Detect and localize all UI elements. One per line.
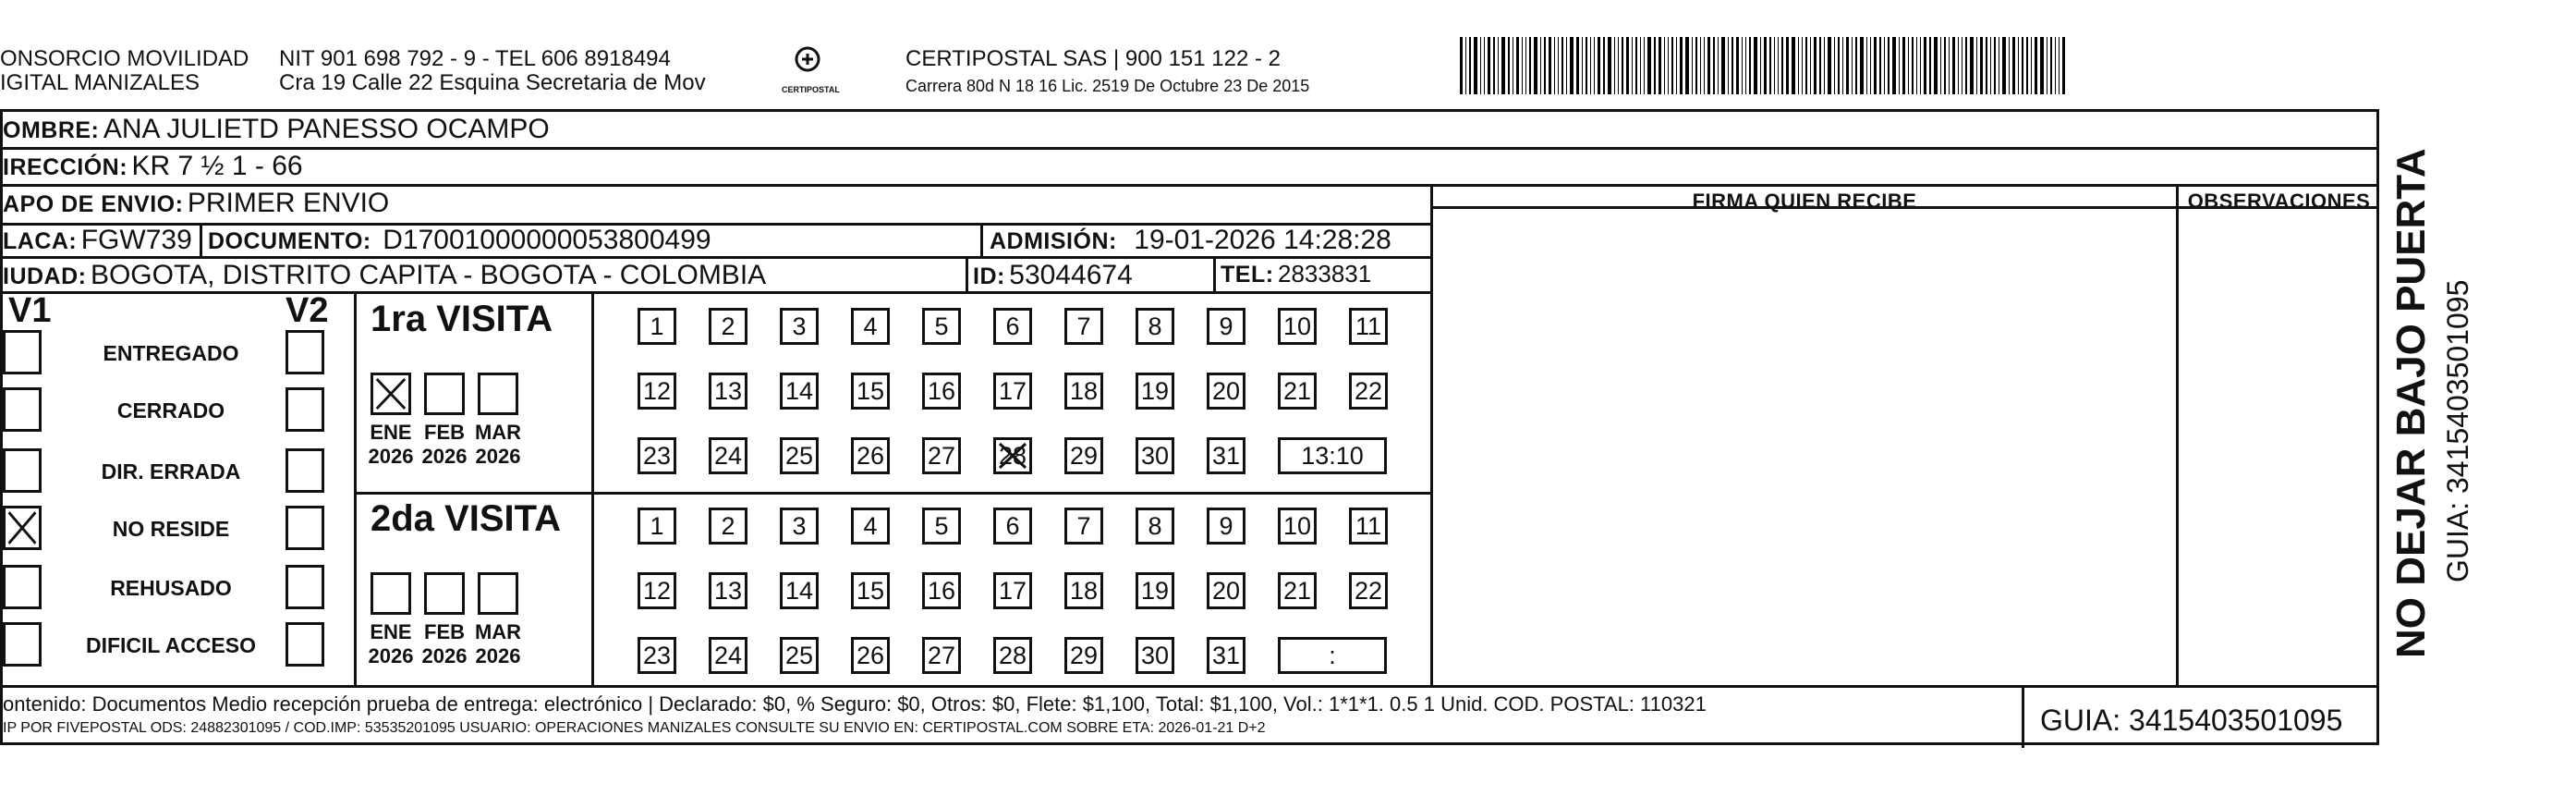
documento-value: D17001000000053800499 xyxy=(383,225,711,255)
id-field xyxy=(973,260,1133,291)
side-guia-text: GUIA: 3415403501095 xyxy=(2441,279,2474,582)
day-box-3[interactable]: 3 xyxy=(780,308,819,345)
month-checkbox-mar[interactable] xyxy=(478,373,518,415)
year-label: 2026 xyxy=(475,445,521,468)
day-box-13[interactable]: 13 xyxy=(709,572,747,609)
day-box-6[interactable]: 6 xyxy=(993,308,1032,345)
month-checkbox-mar[interactable] xyxy=(478,572,518,615)
day-box-23[interactable]: 23 xyxy=(638,437,676,474)
day-box-20[interactable]: 20 xyxy=(1207,572,1245,609)
day-box-11[interactable]: 11 xyxy=(1349,308,1388,345)
status-label: DIFICIL ACCESO xyxy=(85,633,256,657)
v2-checkbox[interactable] xyxy=(286,565,324,609)
company-name-line2: IGITAL MANIZALES xyxy=(0,70,200,95)
footer-content-line: ontenido: Documentos Medio recepción prueba de entrega: electrónico | Declarado: $0, % Seguro: $0, Otros: $0, Flete: $1,100, Total: $1,100, Vol.: 1*1*1. 0.5 1 Unid. COD. POSTAL: 110321 xyxy=(3,692,1707,716)
v1-checkbox[interactable] xyxy=(3,387,42,432)
placa-label: LACA: xyxy=(3,228,78,254)
month-year-label xyxy=(363,421,419,469)
day-box-2[interactable]: 2 xyxy=(709,308,747,345)
placa-value: FGW739 xyxy=(80,225,192,255)
day-box-18[interactable]: 18 xyxy=(1064,572,1103,609)
day-box-14[interactable]: 14 xyxy=(780,373,819,410)
month-checkbox-ene[interactable] xyxy=(371,373,411,415)
placa-field xyxy=(3,225,192,256)
courier-logo xyxy=(787,44,828,85)
status-label: ENTREGADO xyxy=(103,341,239,365)
day-box-16[interactable]: 16 xyxy=(922,373,961,410)
v1-checkbox[interactable] xyxy=(3,565,42,609)
day-box-14[interactable]: 14 xyxy=(780,572,819,609)
signature-area[interactable] xyxy=(1433,210,2176,685)
month-label: ENE xyxy=(370,620,412,643)
id-value: 53044674 xyxy=(1009,260,1133,290)
day-box-27[interactable]: 27 xyxy=(922,437,961,474)
day-box-28[interactable]: 28 xyxy=(993,437,1032,474)
ciudad-value: BOGOTA, DISTRITO CAPITA - BOGOTA - COLOMBIA xyxy=(90,260,767,290)
day-box-19[interactable]: 19 xyxy=(1136,373,1174,410)
day-box-1[interactable]: 1 xyxy=(638,308,676,345)
month-year-label xyxy=(363,620,419,668)
time-box[interactable]: : xyxy=(1278,637,1387,674)
day-box-22[interactable]: 22 xyxy=(1349,373,1388,410)
day-box-12[interactable]: 12 xyxy=(638,572,676,609)
visit1-title: 1ra VISITA xyxy=(371,299,553,339)
day-box-26[interactable]: 26 xyxy=(851,437,890,474)
tel-value: 2833831 xyxy=(1278,260,1372,288)
month-year-label xyxy=(470,421,526,469)
tipo-envio-field xyxy=(3,188,389,219)
day-box-4[interactable]: 4 xyxy=(851,308,890,345)
nombre-field xyxy=(3,114,550,145)
month-year-label xyxy=(470,620,526,668)
day-box-31[interactable]: 31 xyxy=(1207,437,1245,474)
day-box-30[interactable]: 30 xyxy=(1136,637,1174,674)
day-box-30[interactable]: 30 xyxy=(1136,437,1174,474)
day-box-9[interactable]: 9 xyxy=(1207,308,1245,345)
month-label: FEB xyxy=(424,620,465,643)
day-box-19[interactable]: 19 xyxy=(1136,572,1174,609)
visit2-title: 2da VISITA xyxy=(371,498,561,539)
documento-label: DOCUMENTO: xyxy=(208,228,371,254)
day-box-4[interactable]: 4 xyxy=(851,508,890,545)
guia-box: GUIA: 3415403501095 xyxy=(2040,704,2343,737)
day-box-2[interactable]: 2 xyxy=(709,508,747,545)
day-box-21[interactable]: 21 xyxy=(1278,373,1317,410)
courier-line: CERTIPOSTAL SAS | 900 151 122 - 2 xyxy=(905,46,1281,71)
day-box-21[interactable]: 21 xyxy=(1278,572,1317,609)
observations-area[interactable] xyxy=(2179,210,2379,685)
v1-checkbox[interactable] xyxy=(3,330,42,374)
direccion-field xyxy=(3,151,303,182)
day-box-11[interactable]: 11 xyxy=(1349,508,1388,545)
year-label: 2026 xyxy=(368,644,414,667)
day-box-16[interactable]: 16 xyxy=(922,572,961,609)
tel-field xyxy=(1221,260,1371,288)
barcode xyxy=(1460,37,2199,94)
nit-line: NIT 901 698 792 - 9 - TEL 606 8918494 xyxy=(279,46,671,71)
tel-label: TEL: xyxy=(1221,262,1274,288)
year-label: 2026 xyxy=(475,644,521,667)
status-label: DIR. ERRADA xyxy=(101,459,241,484)
nombre-label: OMBRE: xyxy=(3,117,100,143)
year-label: 2026 xyxy=(421,644,468,667)
month-year-label xyxy=(417,620,472,668)
day-box-29[interactable]: 29 xyxy=(1064,437,1103,474)
direccion-value: KR 7 ½ 1 - 66 xyxy=(131,151,303,181)
day-box-5[interactable]: 5 xyxy=(922,508,961,545)
day-box-31[interactable]: 31 xyxy=(1207,637,1245,674)
v2-checkbox[interactable] xyxy=(286,622,324,667)
v2-checkbox[interactable] xyxy=(286,387,324,432)
firma-header: FIRMA QUIEN RECIBE xyxy=(1692,190,1917,213)
day-box-3[interactable]: 3 xyxy=(780,508,819,545)
month-checkbox-feb[interactable] xyxy=(424,373,465,415)
month-year-label xyxy=(417,421,472,469)
month-label: MAR xyxy=(474,421,522,444)
v1-checkbox[interactable] xyxy=(3,448,42,493)
status-label: NO RESIDE xyxy=(112,517,230,541)
warning-text: NO DEJAR BAJO PUERTA xyxy=(2388,148,2434,658)
day-box-17[interactable]: 17 xyxy=(993,572,1032,609)
admision-value: 19-01-2026 14:28:28 xyxy=(1134,225,1391,255)
day-box-23[interactable]: 23 xyxy=(638,637,676,674)
id-label: ID: xyxy=(973,263,1005,289)
day-box-29[interactable]: 29 xyxy=(1064,637,1103,674)
day-box-7[interactable]: 7 xyxy=(1064,308,1103,345)
admision-field xyxy=(990,225,1391,256)
day-box-8[interactable]: 8 xyxy=(1136,308,1174,345)
day-box-15[interactable]: 15 xyxy=(851,373,890,410)
tipo-envio-value: PRIMER ENVIO xyxy=(187,188,390,218)
tipo-envio-label: APO DE ENVIO: xyxy=(3,191,184,217)
day-box-5[interactable]: 5 xyxy=(922,308,961,345)
day-box-28[interactable]: 28 xyxy=(993,637,1032,674)
day-box-18[interactable]: 18 xyxy=(1064,373,1103,410)
observaciones-header: OBSERVACIONES xyxy=(2187,190,2371,213)
day-box-1[interactable]: 1 xyxy=(638,508,676,545)
day-box-25[interactable]: 25 xyxy=(780,437,819,474)
day-box-10[interactable]: 10 xyxy=(1278,508,1317,545)
day-box-20[interactable]: 20 xyxy=(1207,373,1245,410)
ciudad-field xyxy=(3,260,766,291)
month-label: ENE xyxy=(370,421,412,444)
day-box-26[interactable]: 26 xyxy=(851,637,890,674)
day-box-25[interactable]: 25 xyxy=(780,637,819,674)
month-checkbox-ene[interactable] xyxy=(371,572,411,615)
day-box-12[interactable]: 12 xyxy=(638,373,676,410)
day-box-17[interactable]: 17 xyxy=(993,373,1032,410)
time-box[interactable]: 13:10 xyxy=(1278,437,1387,474)
day-box-27[interactable]: 27 xyxy=(922,637,961,674)
v1-header: V1 xyxy=(8,291,52,330)
v1-checkbox[interactable] xyxy=(3,622,42,667)
footer-print-line: IP POR FIVEPOSTAL ODS: 24882301095 / COD.IMP: 53535201095 USUARIO: OPERACIONES MANIZALES CONSULTE SU ENVIO EN: CERTIPOSTAL.COM SOBRE ETA: 2026-01-21 D+2 xyxy=(3,720,1266,736)
status-label: REHUSADO xyxy=(110,576,232,600)
year-label: 2026 xyxy=(368,445,414,468)
courier-license-line: Carrera 80d N 18 16 Lic. 2519 De Octubre 23 De 2015 xyxy=(905,77,1310,95)
day-box-13[interactable]: 13 xyxy=(709,373,747,410)
day-box-6[interactable]: 6 xyxy=(993,508,1032,545)
ciudad-label: IUDAD: xyxy=(3,263,87,289)
nombre-value: ANA JULIETD PANESSO OCAMPO xyxy=(103,114,550,144)
day-box-24[interactable]: 24 xyxy=(709,437,747,474)
logo-text: CERTIPOSTAL xyxy=(782,85,840,94)
company-name-line1: ONSORCIO MOVILIDAD xyxy=(0,46,249,71)
v2-checkbox[interactable] xyxy=(286,506,324,550)
admision-label: ADMISIÓN: xyxy=(990,228,1117,254)
month-label: FEB xyxy=(424,421,465,444)
day-box-22[interactable]: 22 xyxy=(1349,572,1388,609)
day-box-24[interactable]: 24 xyxy=(709,637,747,674)
month-checkbox-feb[interactable] xyxy=(424,572,465,615)
v1-checkbox[interactable] xyxy=(3,506,42,550)
day-box-10[interactable]: 10 xyxy=(1278,308,1317,345)
direccion-label: IRECCIÓN: xyxy=(3,154,128,180)
day-box-9[interactable]: 9 xyxy=(1207,508,1245,545)
month-label: MAR xyxy=(474,620,522,643)
v2-checkbox[interactable] xyxy=(286,330,324,374)
delivery-form xyxy=(0,109,2379,745)
day-box-8[interactable]: 8 xyxy=(1136,508,1174,545)
day-box-7[interactable]: 7 xyxy=(1064,508,1103,545)
year-label: 2026 xyxy=(421,445,468,468)
v2-checkbox[interactable] xyxy=(286,448,324,493)
day-box-15[interactable]: 15 xyxy=(851,572,890,609)
documento-field xyxy=(208,225,711,256)
address-line: Cra 19 Calle 22 Esquina Secretaria de Mov xyxy=(279,70,706,95)
status-label: CERRADO xyxy=(116,398,225,422)
v2-header: V2 xyxy=(286,291,329,330)
